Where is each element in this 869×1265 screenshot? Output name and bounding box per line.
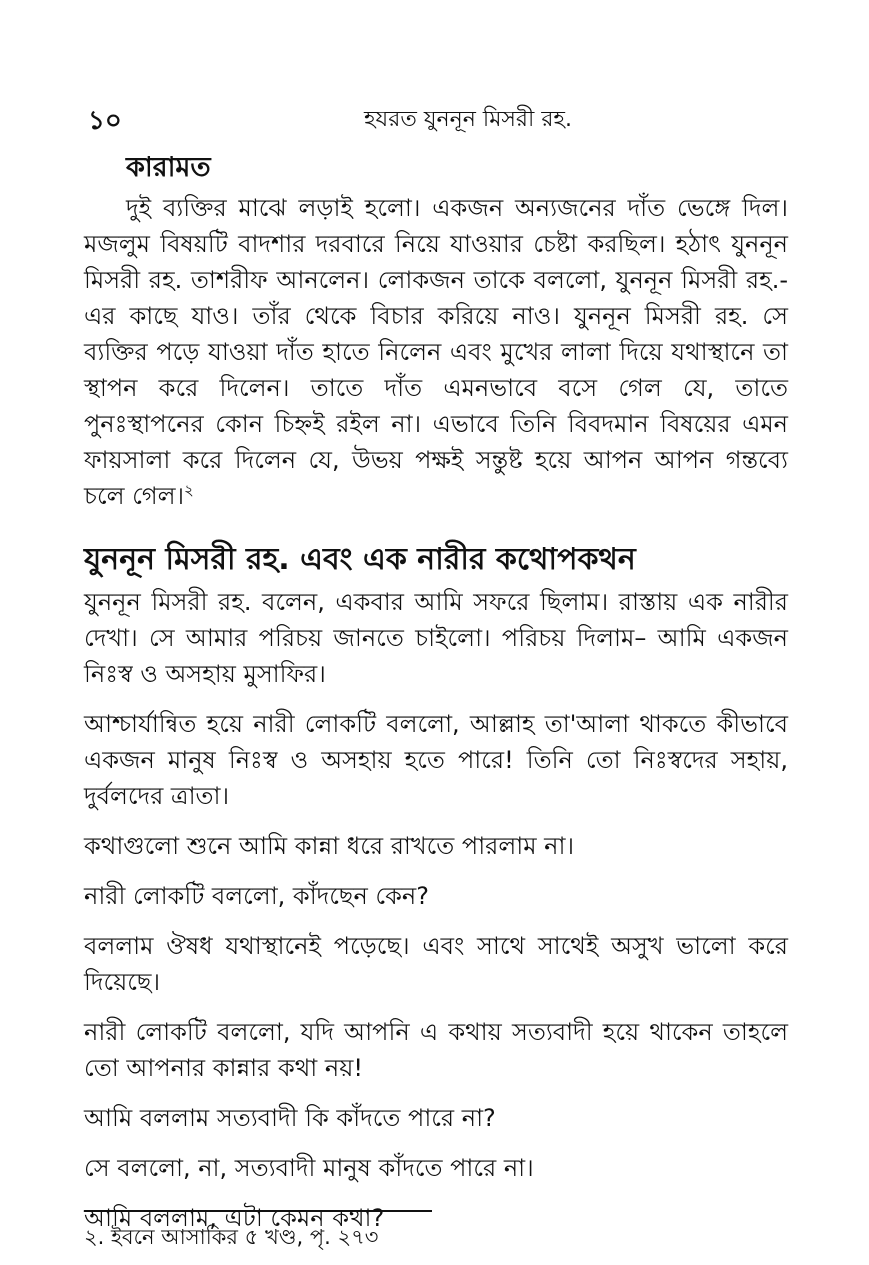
conversation-paragraph: নারী লোকটি বললো, কাঁদছেন কেন?: [84, 882, 430, 910]
conversation-paragraph: আশ্চার্যান্বিত হয়ে নারী লোকটি বললো, আল্লাহ তা'আলা থাকতে কীভাবে একজন মানুষ নিঃস্ব ও অসহায় হতে পারে! তিনি তো নিঃস্বদের সহায়, দুর্বলদের ত্রাতা।: [84, 710, 788, 810]
conversation-paragraph: নারী লোকটি বললো, যদি আপনি এ কথায় সত্যবাদী হয়ে থাকেন তাহলে তো আপনার কান্নার কথা নয়!: [84, 1018, 788, 1082]
running-title: হযরত যুননূন মিসরী রহ.: [364, 107, 572, 132]
conversation-paragraph: বললাম ঔষধ যথাস্থানেই পড়েছে। এবং সাথে সাথেই অসুখ ভালো করে দিয়েছে।: [84, 932, 788, 996]
page-body: [84, 150, 788, 1250]
footnote: ২. ইবনে আসাকির ৫ খণ্ড, পৃ. ২৭৩: [84, 1225, 379, 1249]
karamat-paragraph: [84, 190, 788, 514]
footnote-reference: ২: [184, 481, 194, 499]
karamat-paragraph-text: দুই ব্যক্তির মাঝে লড়াই হলো। একজন অন্যজনের দাঁত ভেঙ্গে দিল। মজলুম বিষয়টি বাদশার দরবারে নিয়ে যাওয়ার চেষ্টা করছিল। হঠাৎ যুননূন মিসরী রহ. তাশরীফ আনলেন। লোকজন তাকে বললো, যুননূন মিসরী রহ.-এর কাছে যাও। তাঁর থেকে বিচার করিয়ে নাও। যুননূন মিসরী রহ. সে ব্যক্তির পড়ে যাওয়া দাঁত হাতে নিলেন এবং মুখের লালা দিয়ে যথাস্থানে তা স্থাপন করে দিলেন। তাতে দাঁত এমনভাবে বসে গেল যে, তাতে পুনঃস্থাপনের কোন চিহ্নই রইল না। এভাবে তিনি বিবদমান বিষয়ের এমন ফায়সালা করে দিলেন যে, উভয় পক্ষই সন্তুষ্ট হয়ে আপন আপন গন্তব্যে চলে গেল।: [84, 194, 788, 510]
footnote-divider: [84, 1210, 432, 1212]
conversation-paragraph: কথাগুলো শুনে আমি কান্না ধরে রাখতে পারলাম না।: [84, 832, 575, 860]
running-header: [88, 100, 788, 136]
conversation-paragraph: যুননূন মিসরী রহ. বলেন, একবার আমি সফরে ছিলাম। রাস্তায় এক নারীর দেখা। সে আমার পরিচয় জানতে চাইলো। পরিচয় দিলাম– আমি একজন নিঃস্ব ও অসহায় মুসাফির।: [84, 588, 788, 688]
page-number: ১০: [88, 106, 122, 136]
section-heading-conversation: যুননূন মিসরী রহ. এবং এক নারীর কথোপকথন: [84, 542, 636, 577]
conversation-paragraph: সে বললো, না, সত্যবাদী মানুষ কাঁদতে পারে না।: [84, 1154, 534, 1182]
section-heading-karamat: কারামত: [126, 152, 211, 183]
conversation-paragraph: আমি বললাম, এটা কেমন কথা?: [84, 1204, 385, 1232]
conversation-paragraph: আমি বললাম সত্যবাদী কি কাঁদতে পারে না?: [84, 1104, 496, 1132]
